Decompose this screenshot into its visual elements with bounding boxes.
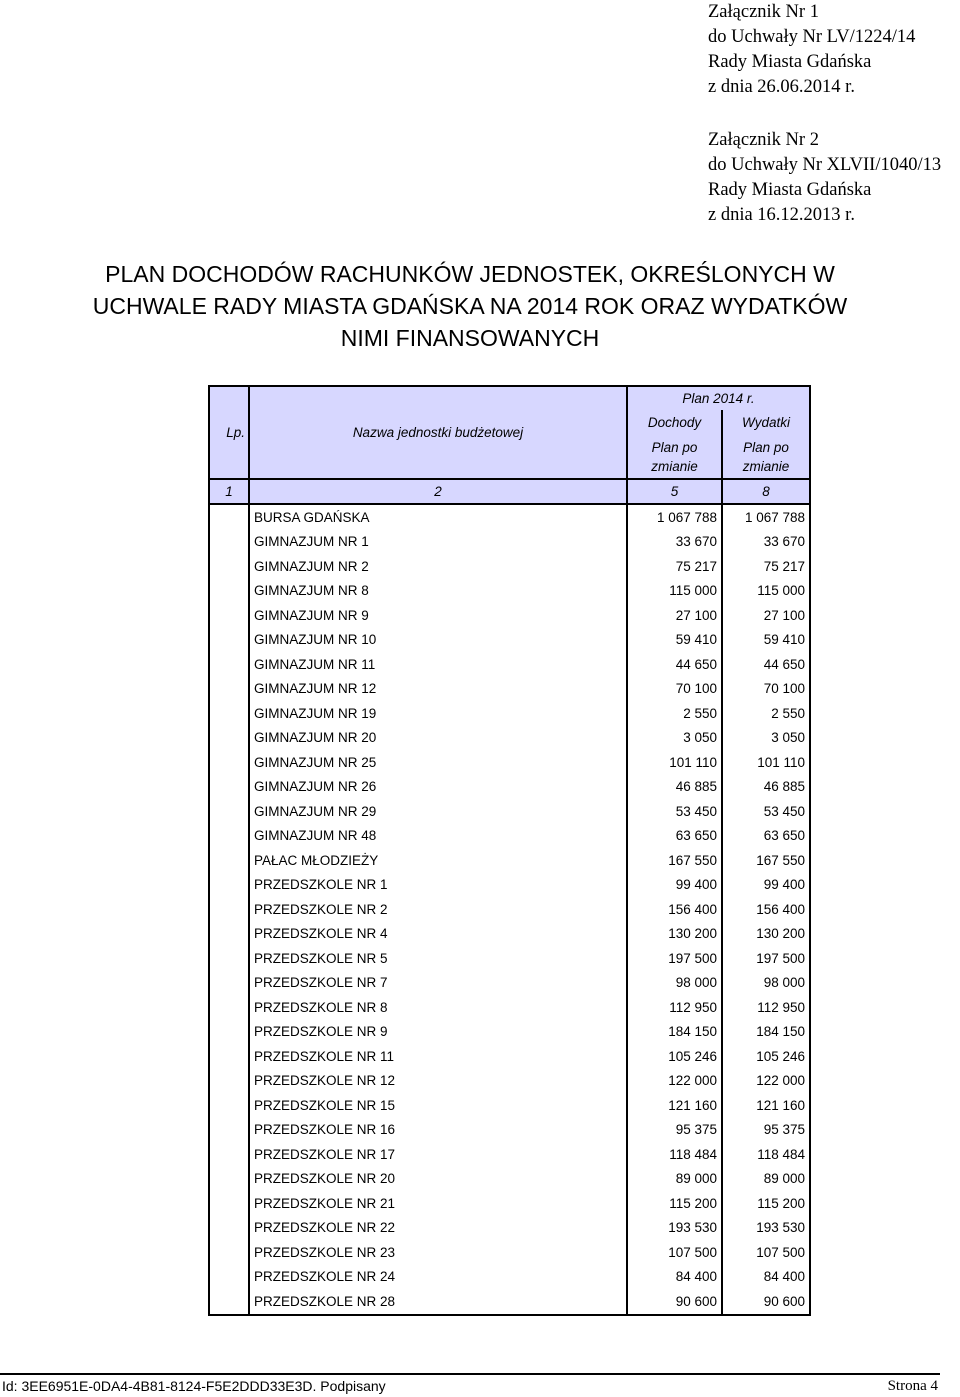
wydatki-value-cell: 107 500 — [722, 1240, 810, 1265]
wydatki-value-cell: 197 500 — [722, 946, 810, 971]
wydatki-value-cell: 118 484 — [722, 1142, 810, 1167]
unit-name-cell: PRZEDSZKOLE NR 20 — [249, 1167, 627, 1192]
unit-name-cell: GIMNAZJUM NR 11 — [249, 652, 627, 677]
footer-divider — [0, 1373, 940, 1375]
col-number-1: 1 — [209, 479, 249, 504]
unit-name-cell: GIMNAZJUM NR 1 — [249, 530, 627, 555]
table-row — [209, 1093, 810, 1118]
dochody-value-cell: 184 150 — [627, 1020, 722, 1045]
lp-cell — [209, 1044, 249, 1069]
wydatki-value-cell: 121 160 — [722, 1093, 810, 1118]
dochody-value-cell: 95 375 — [627, 1118, 722, 1143]
name-header-cell — [249, 386, 627, 479]
table-row — [209, 554, 810, 579]
unit-name-cell: PRZEDSZKOLE NR 4 — [249, 922, 627, 947]
wydatki-value-cell: 3 050 — [722, 726, 810, 751]
wydatki-value-cell: 115 200 — [722, 1191, 810, 1216]
unit-name-cell: PRZEDSZKOLE NR 12 — [249, 1069, 627, 1094]
unit-name-cell: PRZEDSZKOLE NR 9 — [249, 1020, 627, 1045]
dochody-value-cell: 98 000 — [627, 971, 722, 996]
table-row — [209, 652, 810, 677]
unit-name-cell: GIMNAZJUM NR 12 — [249, 677, 627, 702]
lp-cell — [209, 1240, 249, 1265]
unit-name-cell: PRZEDSZKOLE NR 17 — [249, 1142, 627, 1167]
header-row-numbers — [209, 479, 810, 504]
unit-name-cell: PAŁAC MŁODZIEŻY — [249, 848, 627, 873]
table-row — [209, 579, 810, 604]
annex-1-line-1: Załącznik Nr 1 — [708, 2, 819, 22]
lp-header-cell — [209, 386, 249, 479]
document-title — [20, 258, 920, 354]
unit-name-cell: PRZEDSZKOLE NR 5 — [249, 946, 627, 971]
annex-1-block — [708, 0, 915, 100]
wydatki-value-cell: 98 000 — [722, 971, 810, 996]
zmianie-label: zmianie — [651, 458, 698, 474]
page-number: Strona 4 — [887, 1378, 938, 1394]
unit-name-cell: PRZEDSZKOLE NR 8 — [249, 995, 627, 1020]
table-row — [209, 897, 810, 922]
wydatki-value-cell: 101 110 — [722, 750, 810, 775]
lp-cell — [209, 677, 249, 702]
table-row — [209, 1191, 810, 1216]
dochody-value-cell: 193 530 — [627, 1216, 722, 1241]
wydatki-value-cell: 193 530 — [722, 1216, 810, 1241]
lp-cell — [209, 1167, 249, 1192]
table-row — [209, 824, 810, 849]
unit-name-cell: PRZEDSZKOLE NR 28 — [249, 1289, 627, 1315]
name-header: Nazwa jednostki budżetowej — [352, 425, 524, 440]
dochody-value-cell: 115 000 — [627, 579, 722, 604]
table-row — [209, 995, 810, 1020]
lp-cell — [209, 873, 249, 898]
unit-name-cell: PRZEDSZKOLE NR 21 — [249, 1191, 627, 1216]
lp-cell — [209, 1289, 249, 1315]
annex-2-line-1: Załącznik Nr 2 — [708, 130, 819, 150]
table-row — [209, 946, 810, 971]
table-row — [209, 1044, 810, 1069]
unit-name-cell: GIMNAZJUM NR 2 — [249, 554, 627, 579]
wydatki-header-cell — [722, 410, 810, 435]
wydatki-value-cell: 105 246 — [722, 1044, 810, 1069]
wydatki-value-cell: 99 400 — [722, 873, 810, 898]
lp-cell — [209, 1142, 249, 1167]
table-row — [209, 799, 810, 824]
header-row-plan — [209, 386, 810, 410]
unit-name-cell: GIMNAZJUM NR 10 — [249, 628, 627, 653]
lp-cell — [209, 1265, 249, 1290]
table-row — [209, 1118, 810, 1143]
lp-cell — [209, 750, 249, 775]
dochody-value-cell: 197 500 — [627, 946, 722, 971]
wydatki-value-cell: 130 200 — [722, 922, 810, 947]
table-row — [209, 1289, 810, 1315]
dochody-value-cell: 90 600 — [627, 1289, 722, 1315]
wydatki-value-cell: 2 550 — [722, 701, 810, 726]
unit-name-cell: PRZEDSZKOLE NR 22 — [249, 1216, 627, 1241]
title-line-2: UCHWALE RADY MIASTA GDAŃSKA NA 2014 ROK ORAZ WYDATKÓW — [92, 293, 848, 319]
wydatki-value-cell: 44 650 — [722, 652, 810, 677]
dochody-value-cell: 70 100 — [627, 677, 722, 702]
col-number-8: 8 — [722, 479, 810, 504]
lp-cell — [209, 1216, 249, 1241]
lp-cell — [209, 1093, 249, 1118]
table-row — [209, 1142, 810, 1167]
dochody-value-cell: 89 000 — [627, 1167, 722, 1192]
annex-2-block — [708, 128, 941, 228]
dochody-value-cell: 121 160 — [627, 1093, 722, 1118]
dochody-value-cell: 2 550 — [627, 701, 722, 726]
document-id: Id: 3EE6951E-0DA4-4B81-8124-F5E2DDD33E3D. Podpisany — [2, 1378, 386, 1394]
unit-name-cell: PRZEDSZKOLE NR 24 — [249, 1265, 627, 1290]
table-row — [209, 726, 810, 751]
wydatki-value-cell: 167 550 — [722, 848, 810, 873]
annex-1-line-2: do Uchwały Nr LV/1224/14 — [708, 27, 916, 47]
unit-name-cell: PRZEDSZKOLE NR 1 — [249, 873, 627, 898]
lp-cell — [209, 701, 249, 726]
lp-cell — [209, 504, 249, 530]
table-row — [209, 873, 810, 898]
plan-po-label: Plan po — [743, 439, 789, 455]
wydatki-value-cell: 75 217 — [722, 554, 810, 579]
dochody-value-cell: 27 100 — [627, 603, 722, 628]
unit-name-cell: GIMNAZJUM NR 48 — [249, 824, 627, 849]
wydatki-value-cell: 46 885 — [722, 775, 810, 800]
dochody-value-cell: 130 200 — [627, 922, 722, 947]
dochody-value-cell: 101 110 — [627, 750, 722, 775]
wydatki-value-cell: 95 375 — [722, 1118, 810, 1143]
lp-cell — [209, 799, 249, 824]
plan-po-wydatki-cell — [722, 435, 810, 479]
dochody-value-cell: 118 484 — [627, 1142, 722, 1167]
col-number-2: 2 — [249, 479, 627, 504]
title-line-1: PLAN DOCHODÓW RACHUNKÓW JEDNOSTEK, OKREŚLONYCH W — [105, 261, 835, 287]
unit-name-cell: GIMNAZJUM NR 19 — [249, 701, 627, 726]
table-row — [209, 504, 810, 530]
table-row — [209, 1020, 810, 1045]
dochody-value-cell: 33 670 — [627, 530, 722, 555]
table-row — [209, 848, 810, 873]
title-line-3: NIMI FINANSOWANYCH — [340, 325, 600, 351]
dochody-value-cell: 46 885 — [627, 775, 722, 800]
dochody-value-cell: 115 200 — [627, 1191, 722, 1216]
lp-cell — [209, 554, 249, 579]
dochody-value-cell: 105 246 — [627, 1044, 722, 1069]
lp-cell — [209, 946, 249, 971]
wydatki-value-cell: 27 100 — [722, 603, 810, 628]
table-row — [209, 750, 810, 775]
lp-cell — [209, 1020, 249, 1045]
unit-name-cell: GIMNAZJUM NR 8 — [249, 579, 627, 604]
dochody-value-cell: 75 217 — [627, 554, 722, 579]
dochody-header-cell — [627, 410, 722, 435]
col-number-5: 5 — [627, 479, 722, 504]
wydatki-value-cell: 112 950 — [722, 995, 810, 1020]
plan-po-label: Plan po — [651, 439, 698, 455]
plan-header: Plan 2014 r. — [682, 391, 755, 406]
lp-cell — [209, 530, 249, 555]
table-row — [209, 628, 810, 653]
unit-name-cell: PRZEDSZKOLE NR 15 — [249, 1093, 627, 1118]
lp-cell — [209, 897, 249, 922]
dochody-value-cell: 84 400 — [627, 1265, 722, 1290]
dochody-value-cell: 107 500 — [627, 1240, 722, 1265]
budget-table — [208, 385, 811, 1316]
unit-name-cell: GIMNAZJUM NR 29 — [249, 799, 627, 824]
unit-name-cell: GIMNAZJUM NR 20 — [249, 726, 627, 751]
plan-header-cell — [627, 386, 810, 410]
wydatki-value-cell: 33 670 — [722, 530, 810, 555]
annex-2-line-4: z dnia 16.12.2013 r. — [708, 205, 855, 225]
wydatki-value-cell: 184 150 — [722, 1020, 810, 1045]
unit-name-cell: GIMNAZJUM NR 25 — [249, 750, 627, 775]
annex-2-line-2: do Uchwały Nr XLVII/1040/13 — [708, 155, 942, 175]
lp-cell — [209, 848, 249, 873]
unit-name-cell: BURSA GDAŃSKA — [249, 504, 627, 530]
dochody-value-cell: 53 450 — [627, 799, 722, 824]
table-row — [209, 1167, 810, 1192]
wydatki-value-cell: 59 410 — [722, 628, 810, 653]
table-row — [209, 971, 810, 996]
wydatki-value-cell: 90 600 — [722, 1289, 810, 1315]
lp-cell — [209, 726, 249, 751]
dochody-value-cell: 112 950 — [627, 995, 722, 1020]
table-row — [209, 530, 810, 555]
wydatki-value-cell: 122 000 — [722, 1069, 810, 1094]
lp-cell — [209, 579, 249, 604]
unit-name-cell: PRZEDSZKOLE NR 7 — [249, 971, 627, 996]
annex-1-line-4: z dnia 26.06.2014 r. — [708, 77, 855, 97]
table-row — [209, 1216, 810, 1241]
lp-cell — [209, 922, 249, 947]
annex-2-line-3: Rady Miasta Gdańska — [708, 180, 872, 200]
lp-cell — [209, 824, 249, 849]
lp-cell — [209, 995, 249, 1020]
lp-cell — [209, 1118, 249, 1143]
unit-name-cell: GIMNAZJUM NR 9 — [249, 603, 627, 628]
table-row — [209, 1240, 810, 1265]
lp-cell — [209, 775, 249, 800]
unit-name-cell: PRZEDSZKOLE NR 16 — [249, 1118, 627, 1143]
dochody-value-cell: 63 650 — [627, 824, 722, 849]
lp-cell — [209, 971, 249, 996]
table-row — [209, 603, 810, 628]
dochody-value-cell: 59 410 — [627, 628, 722, 653]
dochody-value-cell: 99 400 — [627, 873, 722, 898]
table-row — [209, 922, 810, 947]
lp-cell — [209, 603, 249, 628]
dochody-value-cell: 44 650 — [627, 652, 722, 677]
dochody-value-cell: 122 000 — [627, 1069, 722, 1094]
table-row — [209, 1069, 810, 1094]
wydatki-header: Wydatki — [741, 415, 790, 430]
wydatki-value-cell: 63 650 — [722, 824, 810, 849]
dochody-value-cell: 156 400 — [627, 897, 722, 922]
table-row — [209, 701, 810, 726]
plan-po-dochody-cell — [627, 435, 722, 479]
lp-cell — [209, 652, 249, 677]
annex-1-line-3: Rady Miasta Gdańska — [708, 52, 872, 72]
dochody-value-cell: 167 550 — [627, 848, 722, 873]
lp-cell — [209, 1191, 249, 1216]
table-row — [209, 1265, 810, 1290]
wydatki-value-cell: 1 067 788 — [722, 504, 810, 530]
wydatki-value-cell: 53 450 — [722, 799, 810, 824]
unit-name-cell: PRZEDSZKOLE NR 2 — [249, 897, 627, 922]
dochody-value-cell: 1 067 788 — [627, 504, 722, 530]
table-row — [209, 775, 810, 800]
unit-name-cell: PRZEDSZKOLE NR 23 — [249, 1240, 627, 1265]
table-row — [209, 677, 810, 702]
wydatki-value-cell: 89 000 — [722, 1167, 810, 1192]
unit-name-cell: PRZEDSZKOLE NR 11 — [249, 1044, 627, 1069]
wydatki-value-cell: 156 400 — [722, 897, 810, 922]
lp-cell — [209, 1069, 249, 1094]
wydatki-value-cell: 84 400 — [722, 1265, 810, 1290]
wydatki-value-cell: 115 000 — [722, 579, 810, 604]
dochody-header: Dochody — [647, 415, 702, 430]
wydatki-value-cell: 70 100 — [722, 677, 810, 702]
unit-name-cell: GIMNAZJUM NR 26 — [249, 775, 627, 800]
dochody-value-cell: 3 050 — [627, 726, 722, 751]
lp-header: Lp. — [226, 425, 245, 440]
lp-cell — [209, 628, 249, 653]
zmianie-label: zmianie — [742, 458, 790, 474]
